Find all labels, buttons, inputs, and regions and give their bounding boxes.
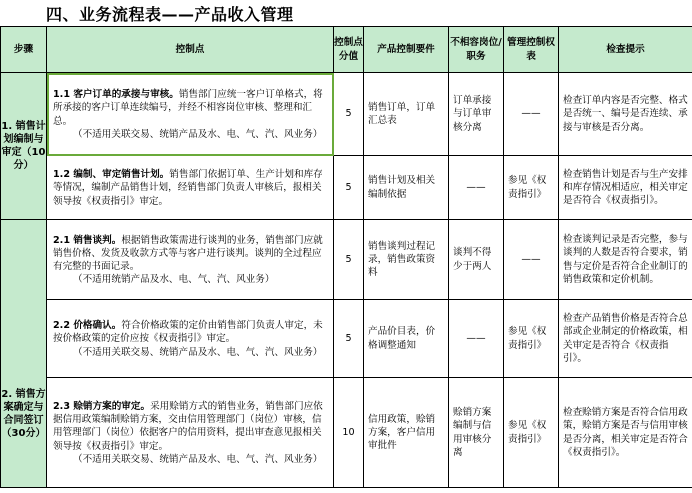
hint-cell[interactable]: 检查产品销售价格是否符合总部或企业制定的价格政策，相关审定是否符合《权责指引》。 <box>559 300 692 378</box>
header-score[interactable]: 控制点分值 <box>334 27 364 73</box>
control-point-note: （不适用统销产品及水、电、气、汽、风业务） <box>73 274 275 286</box>
control-point-cell[interactable] <box>47 73 334 156</box>
score-cell[interactable]: 10 <box>334 378 364 488</box>
authority-cell[interactable]: —— <box>504 73 559 156</box>
header-control-point[interactable]: 控制点 <box>47 27 334 73</box>
control-point-note: （不适用关联交易、统销产品及水、电、气、汽、风业务） <box>73 346 323 358</box>
control-point-heading: 2.2 价格确认。 <box>53 320 122 332</box>
control-point-note: （不适用关联交易、统销产品及水、电、气、汽、风业务） <box>73 128 323 140</box>
control-point-heading: 1.1 客户订单的承接与审核。 <box>53 89 179 101</box>
score-cell[interactable]: 5 <box>334 300 364 378</box>
table-row <box>1 378 692 488</box>
control-point-heading: 2.3 赊销方案的审定。 <box>53 400 151 412</box>
control-point-body: 根据销售政策需进行谈判的业务，销售部门应就销售价格、发货及收款方式等与客户进行谈判。谈判的全过程应有完整的书面记录。 <box>53 234 323 272</box>
authority-cell[interactable]: 参见《权责指引》 <box>504 156 559 220</box>
table-row <box>1 300 692 378</box>
control-point-body: 采用赊销方式的销售业务，销售部门应依据信用政策编制赊销方案，交由信用管理部门（岗位）审核，信用管理部门（岗位）依据客户的信用资料，提出审查意见报相关领导按《权责指引》审定。 <box>53 400 323 452</box>
table-row <box>1 156 692 220</box>
page-title: 四、业务流程表——产品收入管理 <box>46 5 294 24</box>
hint-cell[interactable]: 检查销售计划是否与生产安排和库存情况相适应，相关审定是否符合《权责指引》。 <box>559 156 692 220</box>
control-point-cell[interactable] <box>47 220 334 300</box>
header-hint[interactable]: 检查提示 <box>559 27 692 73</box>
hint-cell[interactable]: 检查赊销方案是否符合信用政策，赊销方案是否与信用审核是否分离，相关审定是否符合《权责指引》。 <box>559 378 692 488</box>
authority-cell[interactable]: —— <box>504 220 559 300</box>
elements-cell[interactable]: 销售谈判过程记录，销售政策资料 <box>364 220 449 300</box>
separation-cell[interactable]: 赊销方案编制与信用审核分离 <box>449 378 504 488</box>
business-process-table <box>0 26 692 488</box>
score-cell[interactable]: 5 <box>334 220 364 300</box>
control-point-cell[interactable] <box>47 300 334 378</box>
elements-cell[interactable]: 销售订单，订单汇总表 <box>364 73 449 156</box>
control-point-note: （不适用关联交易、统销产品及水、电、气、汽、风业务） <box>73 453 323 465</box>
control-point-heading: 2.1 销售谈判。 <box>53 234 122 246</box>
control-point-cell[interactable] <box>47 378 334 488</box>
header-elements[interactable]: 产品控制要件 <box>364 27 449 73</box>
header-step[interactable]: 步骤 <box>1 27 47 73</box>
table-row <box>1 220 692 300</box>
score-cell[interactable]: 5 <box>334 156 364 220</box>
header-separation[interactable]: 不相容岗位/职务 <box>449 27 504 73</box>
header-row <box>1 27 692 73</box>
control-point-cell[interactable] <box>47 156 334 220</box>
control-point-heading: 1.2 编制、审定销售计划。 <box>53 169 170 181</box>
authority-cell[interactable]: 参见《权责指引》 <box>504 378 559 488</box>
header-authority[interactable]: 管理控制权表 <box>504 27 559 73</box>
separation-cell[interactable]: —— <box>449 156 504 220</box>
table-row <box>1 73 692 156</box>
control-point-body: 符合价格政策的定价由销售部门负责人审定，未按价格政策的定价应按《权责指引》审定。 <box>53 320 323 345</box>
control-point-body: 销售部门应统一客户订单格式，将所承接的客户订单连续编号，并经不相容岗位审核、整理和汇总。 <box>53 89 323 127</box>
control-point-body: 销售部门依据订单、生产计划和库存等情况，编制产品销售计划，经销售部门负责人审核后，报相关领导按《权责指引》审定。 <box>53 169 323 207</box>
hint-cell[interactable]: 检查订单内容是否完整、格式是否统一、编号是否连续、承接与审核是否分离。 <box>559 73 692 156</box>
elements-cell[interactable]: 产品价目表，价格调整通知 <box>364 300 449 378</box>
step-cell-2[interactable]: 2. 销售方案确定与合同签订（30分） <box>1 220 47 488</box>
separation-cell[interactable]: 订单承接与订单审核分离 <box>449 73 504 156</box>
step-cell-1[interactable]: 1. 销售计划编制与审定（10分） <box>1 73 47 220</box>
authority-cell[interactable]: 参见《权责指引》 <box>504 300 559 378</box>
separation-cell[interactable]: —— <box>449 300 504 378</box>
hint-cell[interactable]: 检查谈判记录是否完整，参与谈判的人数是否符合要求，销售与定价是否符合企业制订的销售政策和定价机制。 <box>559 220 692 300</box>
score-cell[interactable]: 5 <box>334 73 364 156</box>
separation-cell[interactable]: 谈判不得少于两人 <box>449 220 504 300</box>
elements-cell[interactable]: 销售计划及相关编制依据 <box>364 156 449 220</box>
elements-cell[interactable]: 信用政策，赊销方案，客户信用审批件 <box>364 378 449 488</box>
